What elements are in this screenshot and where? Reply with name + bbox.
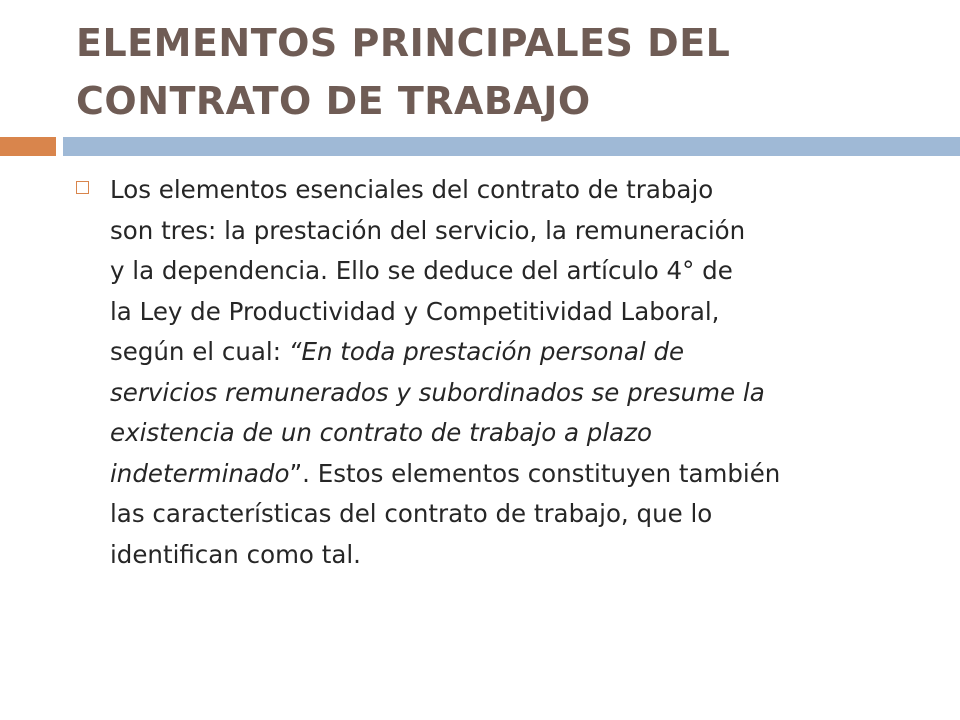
bullet-item [76,170,926,575]
bullet-line-part: ”. Estos elementos constituyen también [289,458,781,488]
accent-bar-blue [63,137,960,156]
bullet-line: identifican como tal. [110,539,361,569]
slide-title-line-2: CONTRATO DE TRABAJO [76,79,591,123]
slide-body [76,170,926,575]
bullet-line: la Ley de Productividad y Competitividad Laboral, [110,296,720,326]
square-bullet-icon [76,181,89,194]
bullet-line: las características del contrato de trabajo, que lo [110,499,713,528]
bullet-text [110,170,926,575]
bullet-line [110,454,926,495]
accent-bar-orange [0,137,56,156]
bullet-line: y la dependencia. Ello se deduce del artículo 4° de [110,256,733,285]
quote-text: “En toda prestación personal de [288,337,685,366]
bullet-line: son tres: la prestación del servicio, la remuneración [110,215,746,245]
bullet-line-part: según el cual: [110,337,289,366]
bullet-line [110,332,926,373]
slide-title-line-1: ELEMENTOS PRINCIPALES DEL [76,21,731,65]
quote-line: servicios remunerados y subordinados se presume la [110,377,765,407]
quote-text: indeterminado [110,458,290,488]
quote-line: existencia de un contrato de trabajo a plazo [110,418,653,447]
slide-title [76,14,936,130]
bullet-line: Los elementos esenciales del contrato de trabajo [110,175,714,204]
